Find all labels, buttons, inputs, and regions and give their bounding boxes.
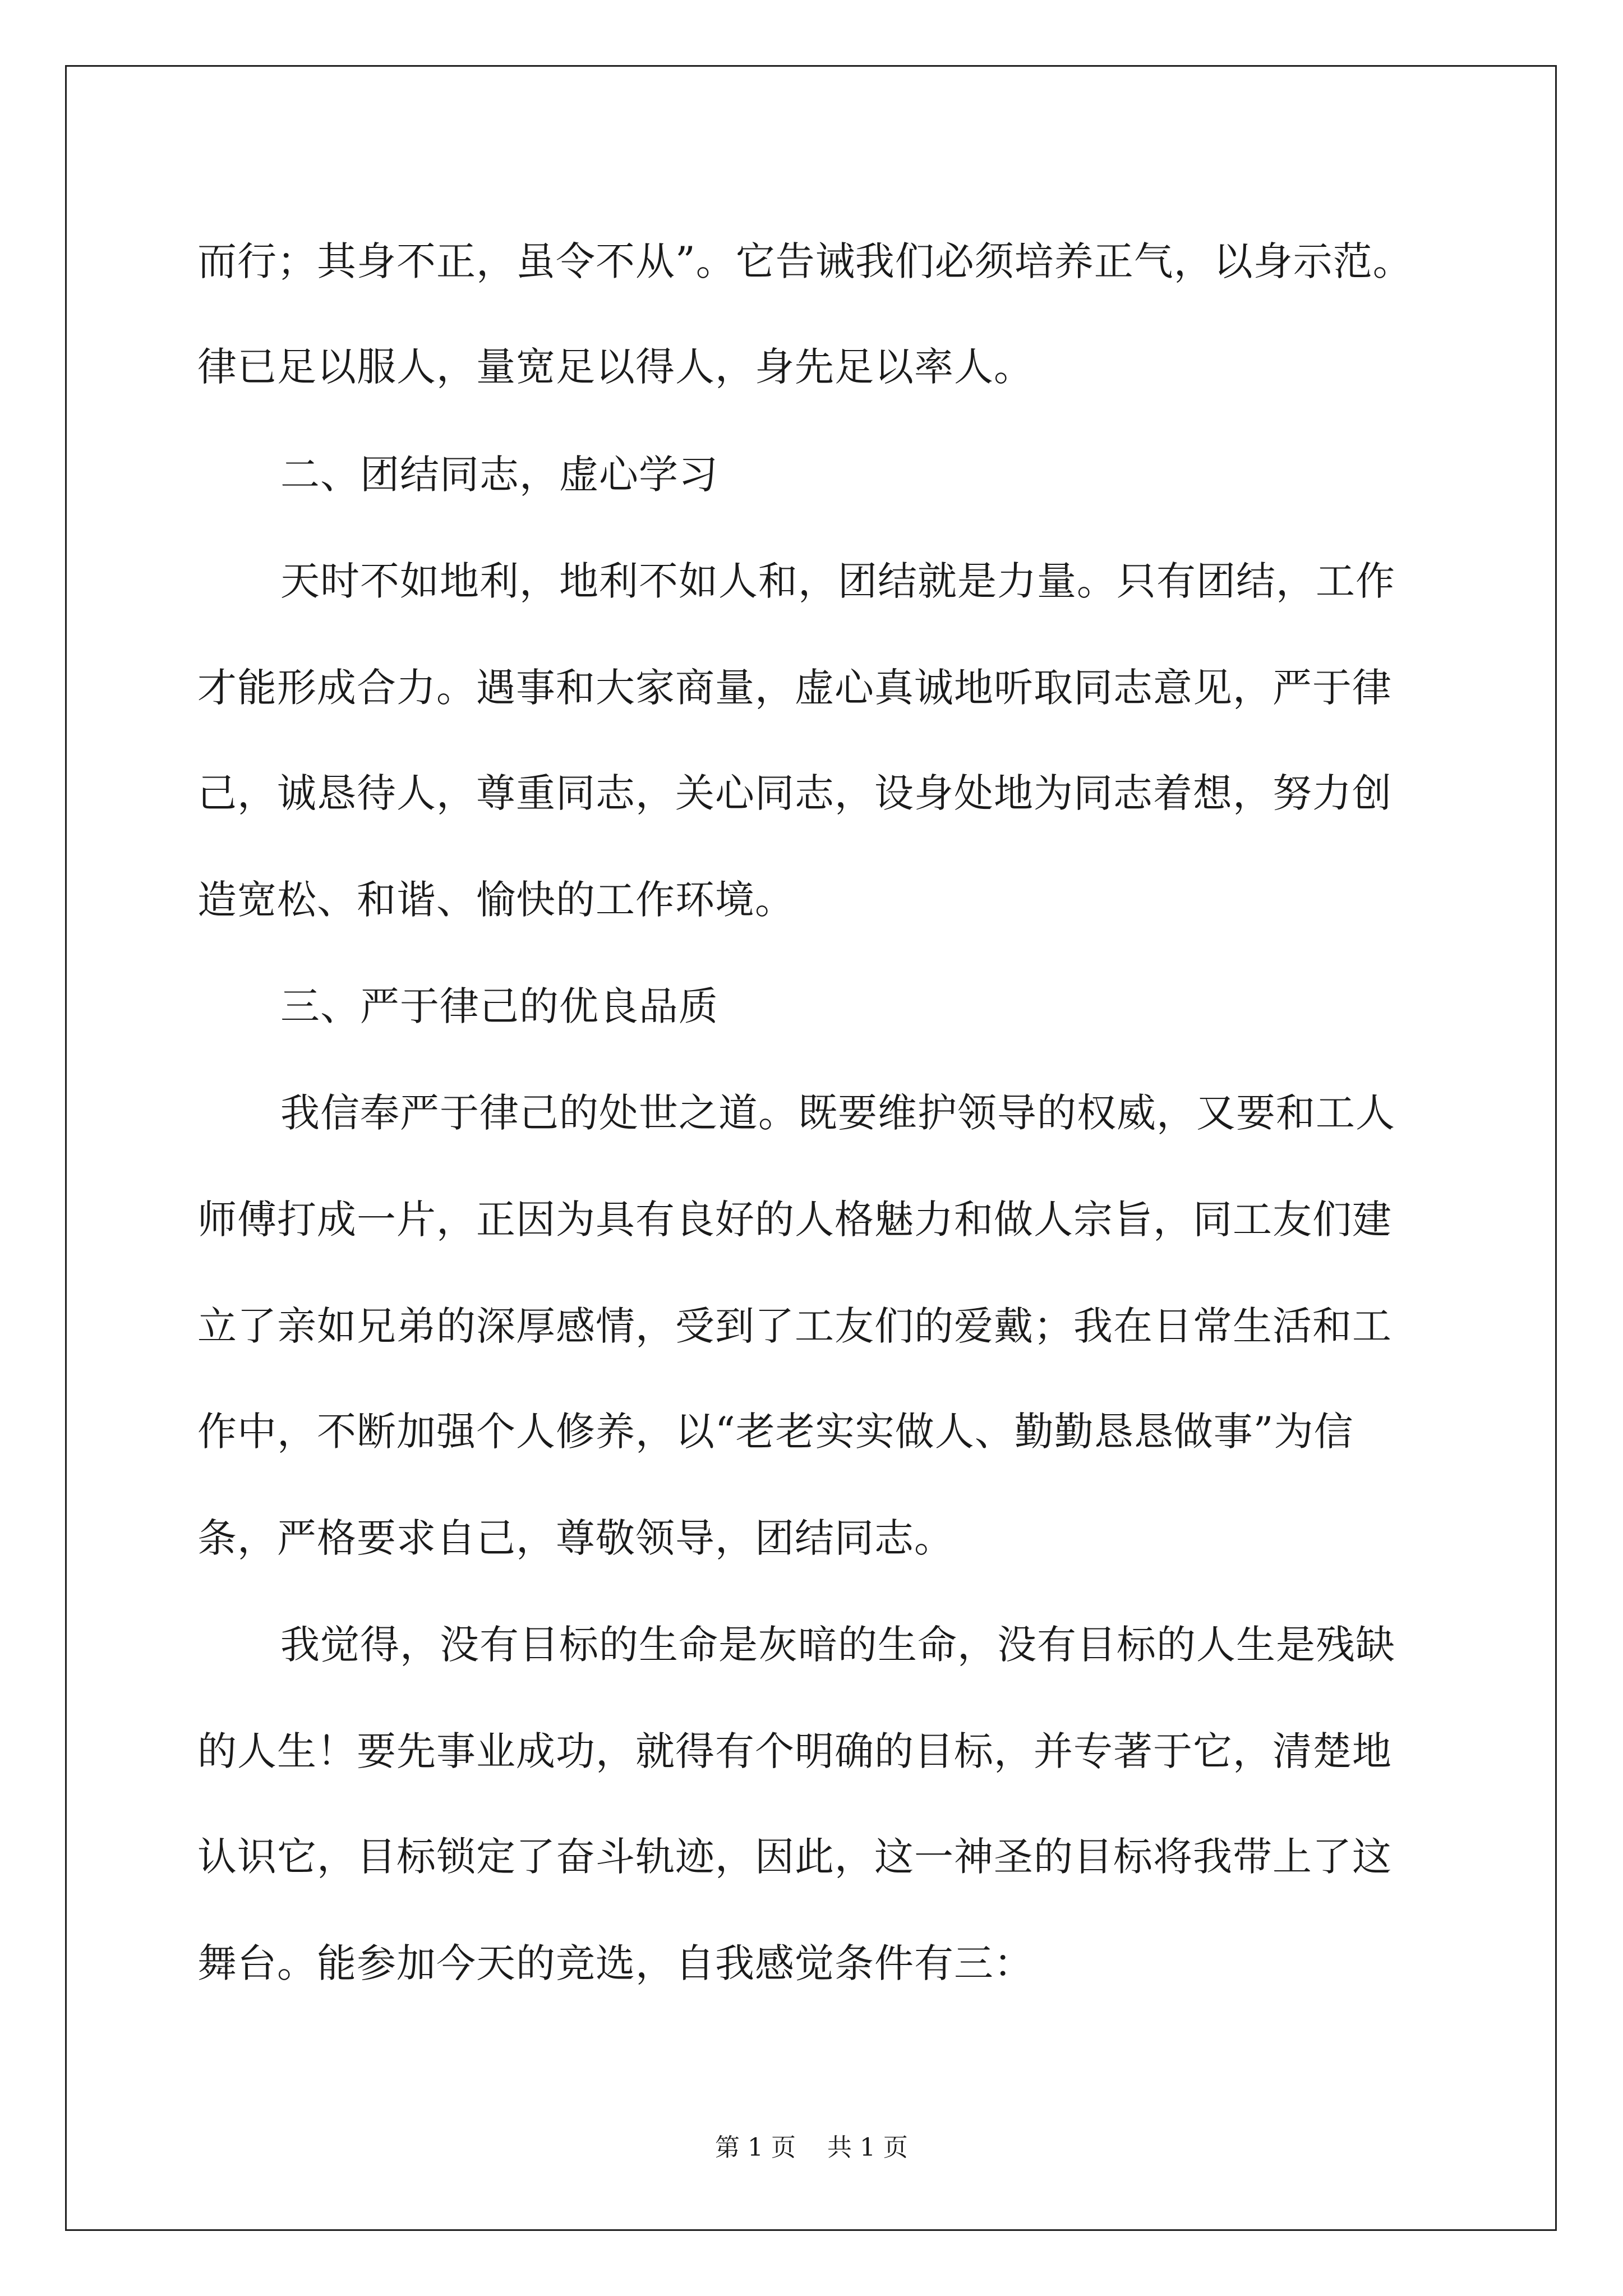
text-line: 舞台。能参加今天的竞选，自我感觉条件有三： [197, 1940, 1034, 1986]
page-total: 共 1 页 [827, 2133, 908, 2162]
section-heading: 三、严于律己的优良品质 [280, 983, 718, 1029]
text-line: 而行；其身不正，虽令不从”。它告诫我们必须培养正气，以身示范。 [197, 238, 1413, 284]
page-footer [0, 2127, 1623, 2163]
text-line: 立了亲如兄弟的深厚感情，受到了工友们的爱戴；我在日常生活和工 [197, 1303, 1392, 1349]
text-line: 造宽松、和谐、愉快的工作环境。 [197, 877, 795, 923]
text-line: 己，诚恳待人，尊重同志，关心同志，设身处地为同志着想，努力创 [197, 770, 1392, 816]
text-line: 条，严格要求自己，尊敬领导，团结同志。 [197, 1515, 954, 1561]
section-heading: 二、团结同志，虚心学习 [280, 452, 718, 498]
page-number: 第 1 页 [715, 2133, 796, 2162]
text-line: 我信奉严于律己的处世之道。既要维护领导的权威，又要和工人 [280, 1090, 1395, 1136]
text-line: 的人生！要先事业成功，就得有个明确的目标，并专著于它，清楚地 [197, 1728, 1392, 1774]
text-line: 我觉得，没有目标的生命是灰暗的生命，没有目标的人生是残缺 [280, 1622, 1395, 1668]
text-line: 师傅打成一片，正因为具有良好的人格魅力和做人宗旨，同工友们建 [197, 1197, 1392, 1243]
text-line: 作中，不断加强个人修养，以“老老实实做人、勤勤恳恳做事”为信 [197, 1409, 1354, 1455]
text-line: 律已足以服人，量宽足以得人，身先足以率人。 [197, 344, 1034, 390]
text-line: 认识它，目标锁定了奋斗轨迹，因此，这一神圣的目标将我带上了这 [197, 1834, 1392, 1880]
text-line: 天时不如地利，地利不如人和，团结就是力量。只有团结，工作 [280, 558, 1395, 604]
text-line: 才能形成合力。遇事和大家商量，虚心真诚地听取同志意见，严于律 [197, 665, 1392, 711]
